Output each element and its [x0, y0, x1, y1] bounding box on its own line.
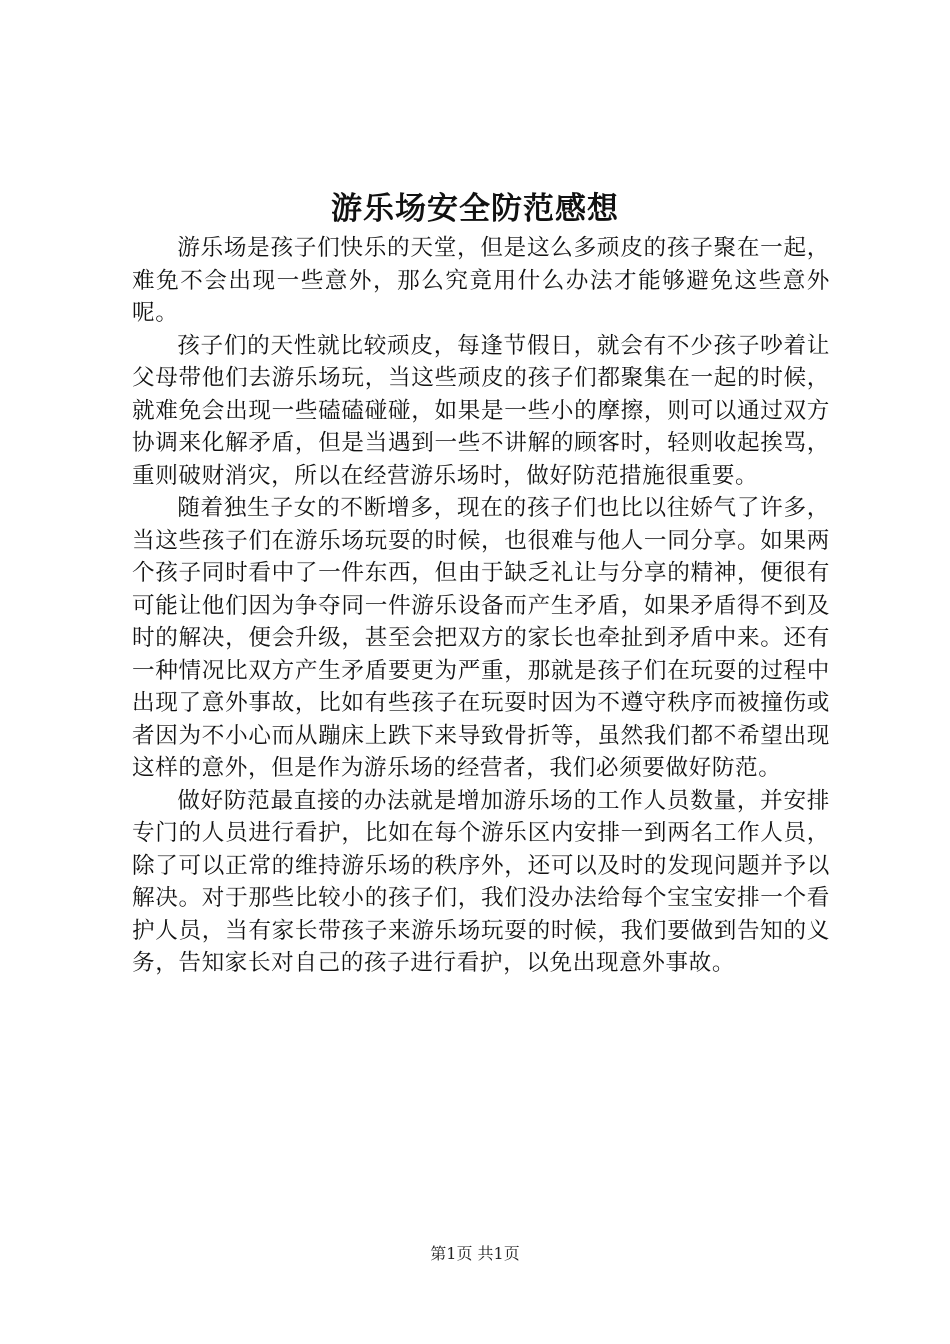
document-body	[132, 232, 830, 980]
paragraph-3: 随着独生子女的不断增多，现在的孩子们也比以往娇气了许多，当这些孩子们在游乐场玩耍的时候，也很难与他人一同分享。如果两个孩子同时看中了一件东西，但由于缺乏礼让与分享的精神，便很有可能让他们因为争夺同一件游乐设备而产生矛盾，如果矛盾得不到及时的解决，便会升级，甚至会把双方的家长也牵扯到矛盾中来。还有一种情况比双方产生矛盾要更为严重，那就是孩子们在玩耍的过程中出现了意外事故，比如有些孩子在玩耍时因为不遵守秩序而被撞伤或者因为不小心而从蹦床上跌下来导致骨折等，虽然我们都不希望出现这样的意外，但是作为游乐场的经营者，我们必须要做好防范。	[132, 495, 830, 781]
paragraph-2: 孩子们的天性就比较顽皮，每逢节假日，就会有不少孩子吵着让父母带他们去游乐场玩，当这些顽皮的孩子们都聚集在一起的时候，就难免会出现一些磕磕碰碰，如果是一些小的摩擦，则可以通过双方协调来化解矛盾，但是当遇到一些不讲解的顾客时，轻则收起挨骂，重则破财消灾，所以在经营游乐场时，做好防范措施很重要。	[132, 332, 830, 489]
paragraph-1: 游乐场是孩子们快乐的天堂，但是这么多顽皮的孩子聚在一起，难免不会出现一些意外，那么究竟用什么办法才能够避免这些意外呢。	[132, 235, 830, 326]
page-footer: 第1页 共1页	[430, 1244, 520, 1263]
paragraph-4: 做好防范最直接的办法就是增加游乐场的工作人员数量，并安排专门的人员进行看护，比如在每个游乐区内安排一到两名工作人员，除了可以正常的维持游乐场的秩序外，还可以及时的发现问题并予以解决。对于那些比较小的孩子们，我们没办法给每个宝宝安排一个看护人员，当有家长带孩子来游乐场玩耍的时候，我们要做到告知的义务，告知家长对自己的孩子进行看护，以免出现意外事故。	[132, 787, 830, 976]
document-title: 游乐场安全防范感想	[331, 191, 619, 227]
